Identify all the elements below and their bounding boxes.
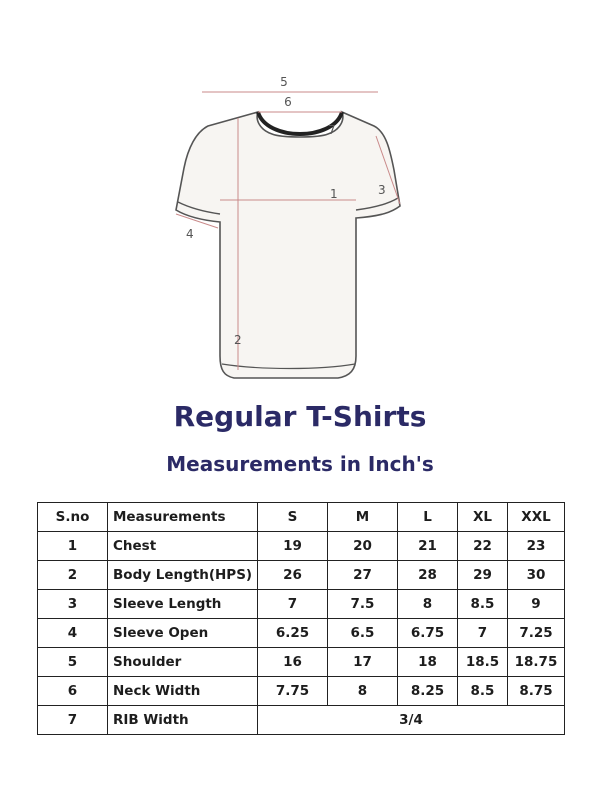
cell-value: 18.75: [508, 648, 565, 677]
tshirt-diagram: [150, 70, 450, 390]
cell-value: 8.75: [508, 677, 565, 706]
marker-2: 2: [234, 333, 242, 347]
cell-value: 9: [508, 590, 565, 619]
cell-value: 27: [328, 561, 398, 590]
marker-3: 3: [378, 183, 386, 197]
cell-measurement: Sleeve Length: [108, 590, 258, 619]
cell-value: 19: [258, 532, 328, 561]
cell-value: 7: [458, 619, 508, 648]
cell-measurement: Shoulder: [108, 648, 258, 677]
cell-value: 8.5: [458, 677, 508, 706]
cell-sno: 7: [38, 706, 108, 735]
cell-measurement: Neck Width: [108, 677, 258, 706]
page-title: Regular T-Shirts: [173, 400, 427, 433]
cell-value: 17: [328, 648, 398, 677]
cell-sno: 5: [38, 648, 108, 677]
size-chart-table: [37, 502, 565, 735]
cell-value: 8.25: [398, 677, 458, 706]
marker-5: 5: [280, 75, 288, 89]
table-row: [38, 561, 565, 590]
cell-value: 6.5: [328, 619, 398, 648]
cell-value: 30: [508, 561, 565, 590]
table-row: [38, 532, 565, 561]
cell-value: 6.25: [258, 619, 328, 648]
cell-sno: 6: [38, 677, 108, 706]
tshirt-outline: [176, 112, 400, 378]
cell-sno: 2: [38, 561, 108, 590]
table-header-row: [38, 503, 565, 532]
cell-sno: 4: [38, 619, 108, 648]
cell-value: 7.5: [328, 590, 398, 619]
table-row: [38, 648, 565, 677]
marker-6: 6: [284, 95, 292, 109]
cell-rib-value: 3/4: [258, 706, 565, 735]
cell-value: 8.5: [458, 590, 508, 619]
header-size-xxl: XXL: [508, 503, 565, 532]
cell-value: 18.5: [458, 648, 508, 677]
cell-value: 8: [398, 590, 458, 619]
table-row: [38, 619, 565, 648]
cell-measurement: Sleeve Open: [108, 619, 258, 648]
cell-value: 29: [458, 561, 508, 590]
cell-measurement: Body Length(HPS): [108, 561, 258, 590]
header-size-l: L: [398, 503, 458, 532]
header-measurements: Measurements: [108, 503, 258, 532]
header-size-m: M: [328, 503, 398, 532]
marker-4: 4: [186, 227, 194, 241]
cell-value: 8: [328, 677, 398, 706]
cell-measurement: RIB Width: [108, 706, 258, 735]
cell-measurement: Chest: [108, 532, 258, 561]
marker-1: 1: [330, 187, 338, 201]
cell-value: 16: [258, 648, 328, 677]
cell-value: 23: [508, 532, 565, 561]
table-row: [38, 590, 565, 619]
header-size-s: S: [258, 503, 328, 532]
cell-value: 6.75: [398, 619, 458, 648]
header-size-xl: XL: [458, 503, 508, 532]
marker-7: 7: [328, 123, 336, 137]
cell-sno: 3: [38, 590, 108, 619]
table-row-rib: [38, 706, 565, 735]
cell-value: 20: [328, 532, 398, 561]
cell-value: 26: [258, 561, 328, 590]
cell-value: 7: [258, 590, 328, 619]
cell-value: 7.75: [258, 677, 328, 706]
cell-value: 28: [398, 561, 458, 590]
cell-value: 21: [398, 532, 458, 561]
cell-value: 22: [458, 532, 508, 561]
cell-value: 18: [398, 648, 458, 677]
page-subtitle: Measurements in Inch's: [166, 452, 434, 476]
cell-sno: 1: [38, 532, 108, 561]
header-sno: S.no: [38, 503, 108, 532]
cell-value: 7.25: [508, 619, 565, 648]
table-row: [38, 677, 565, 706]
